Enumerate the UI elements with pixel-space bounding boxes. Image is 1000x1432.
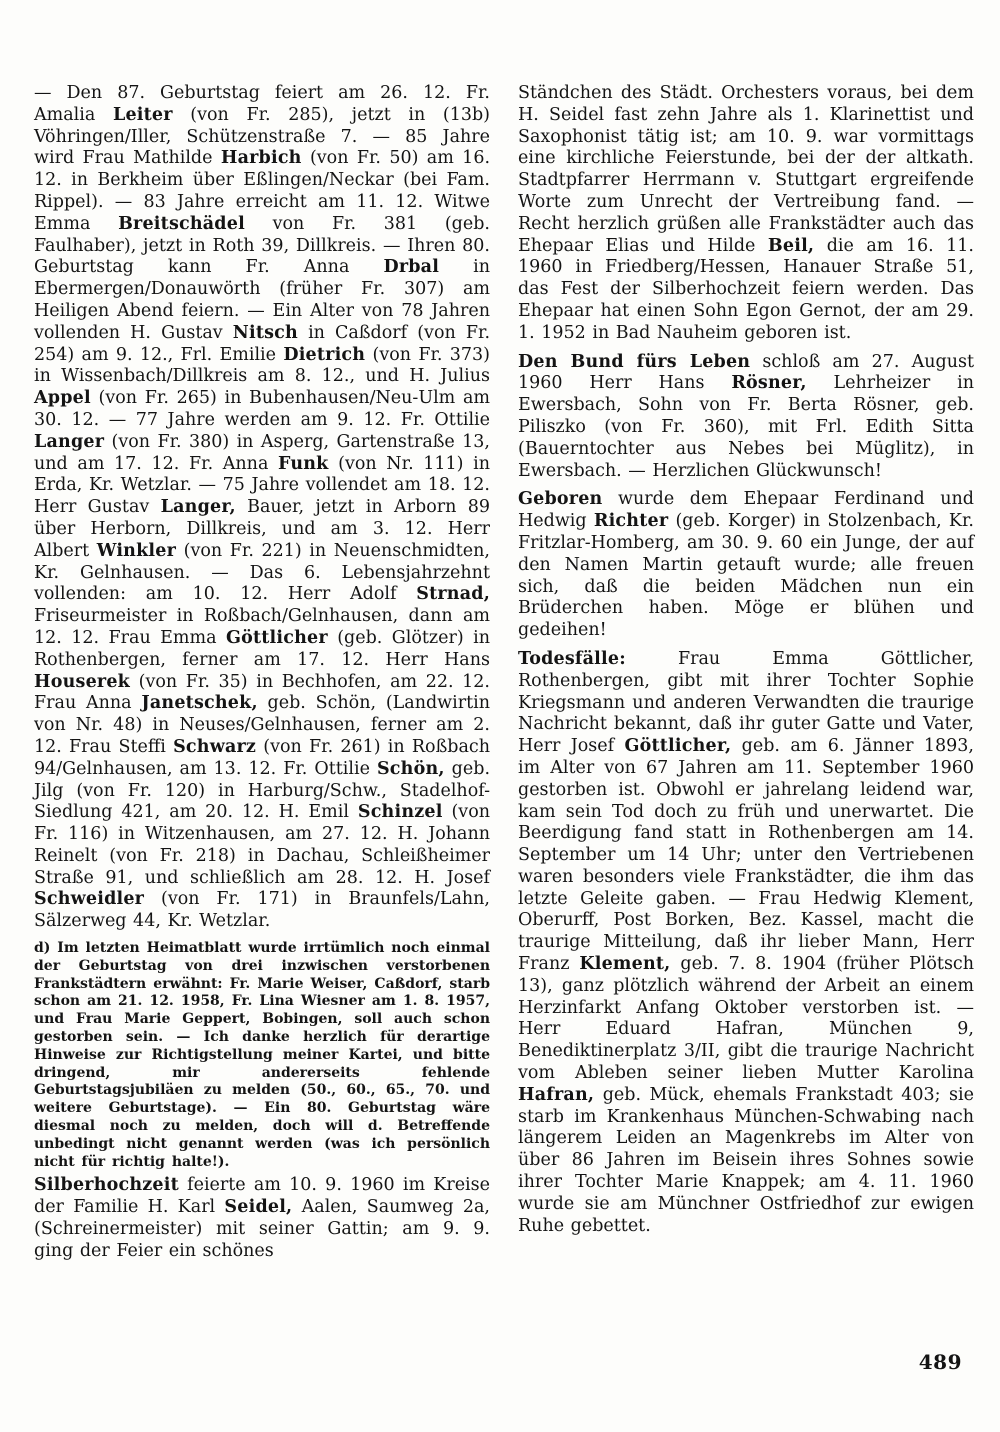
bold-text: Klement, — [579, 954, 671, 975]
bold-text: Schinzel — [357, 802, 443, 823]
bold-text: Houserek — [34, 671, 130, 692]
bold-text: Winkler — [96, 540, 177, 561]
bold-text: Dietrich — [283, 344, 366, 365]
bold-text: Langer, — [160, 497, 236, 518]
paragraph: Ständchen des Städt. Orchesters voraus, bei dem H. Seidel fast zehn Jahre als 1. Klarinettist und Saxophonist tätig ist; am 10. 9. war vormittags eine kirchliche Feierstunde, bei der der altkath. Stadtpfarrer Herrmann v. Stuttgart ergreifende Worte zum Unrecht der Vertreibung fand. — Recht herzlich grüßen alle Frankstädter auch das Ehepaar Elias und Hilde Beil, die am 16. 11. 1960 in Friedberg/Hessen, Hanauer Straße 51, das Fest der Silberhochzeit feiern werden. Das Ehepaar hat einen Sohn Egon Gernot, der am 29. 1. 1952 in Bad Nauheim geboren ist. — [518, 83, 974, 343]
bold-text: Todesfälle: — [518, 648, 626, 669]
bold-text: Rösner, — [731, 373, 807, 394]
bold-text: Nitsch — [232, 322, 298, 343]
bold-text: Leiter — [112, 104, 173, 125]
bold-text: Schön, — [376, 758, 445, 779]
bold-text: Seidel, — [224, 1197, 293, 1218]
bold-text: Geboren — [518, 489, 603, 510]
bold-text: Drbal — [383, 257, 440, 278]
bold-text: Breitschädel — [118, 213, 245, 234]
paragraph: Silberhochzeit feierte am 10. 9. 1960 im Kreise der Familie H. Karl Seidel, Aalen, Saumweg 2a, (Schreinermeister) mit seiner Gattin; am 9. 9. ging der Feier ein schönes — [34, 1175, 490, 1261]
editor-note-paragraph: d) Im letzten Heimatblatt wurde irrtümlich noch einmal der Geburtstag von drei inzwischen verstorbenen Frankstädtern erwähnt: Fr. Marie Weiser, Caßdorf, starb schon am 21. 12. 1958, Fr. Lina Wiesner am 1. 8. 1957, und Frau Marie Geppert, Bobingen, soll auch schon gestorben sein. — Ich danke herzlich für derartige Hinweise zur Richtigstellung meiner Kartei, und bitte dringend, mir andererseits fehlende Geburtstagsjubiläen zu melden (50., 60., 65., 70. und weitere Geburtstage). — Ein 80. Geburtstag wäre diesmal noch zu melden, doch will d. Betreffende unbedingt nicht genannt werden (was ich persönlich nicht für richtig halte!). — [34, 940, 491, 1170]
paragraph: Todesfälle: Frau Emma Göttlicher, Rothenbergen, gibt mit ihrer Tochter Sophie Kriegsmann und anderen Verwandten die traurige Nachricht bekannt, daß ihr guter Gatte und Vater, Herr Josef Göttlicher, geb. am 6. Jänner 1893, im Alter von 67 Jahren am 11. September 1960 gestorben ist. Obwohl er jahrelang leidend war, kam sein Tod doch zu früh und unerwartet. Die Beerdigung fand statt in Rothenbergen am 14. September um 14 Uhr; unter den Vertriebenen waren besonders viele Frankstädter, die ihm das letzte Geleite gaben. — Frau Hedwig Klement, Oberurff, Post Borken, Bez. Kassel, macht die traurige Mitteilung, daß ihr lieber Mann, Herr Franz Klement, geb. 7. 8. 1904 (früher Plötsch 13), ganz plötzlich während der Arbeit an einem Herzinfarkt Anfang Oktober verstorben ist. — Herr Eduard Hafran, München 9, Benediktinerplatz 3/II, gibt die traurige Nachricht vom Ableben seiner lieben Mutter Karolina Hafran, geb. Mück, ehemals Frankstadt 403; sie starb im Krankenhaus München-Schwabing nach längerem Leiden an Magenkrebs im Alter von über 86 Jahren im Beisein ihres Sohnes sowie ihrer Tochter Marie Knappek; am 4. 11. 1960 wurde sie am Münchner Ostfriedhof zur ewigen Ruhe gebettet. — [518, 648, 974, 1236]
bold-text: Göttlicher — [225, 627, 328, 648]
bold-text: Strnad, — [416, 584, 490, 605]
paragraph: Den Bund fürs Leben schloß am 27. August 1960 Herr Hans Rösner, Lehrheizer in Ewersbach, Sohn von Fr. Berta Rösner, geb. Piliszko (von Fr. 360), mit Frl. Edith Sitta (Bauerntochter aus Nebes bei Müglitz), in Ewersbach. — Herzlichen Glückwunsch! — [518, 351, 974, 481]
right-column — [518, 83, 974, 1270]
bold-text: Beil, — [767, 235, 815, 256]
bold-text: Schwarz — [173, 736, 257, 757]
bold-text: Hafran, — [518, 1084, 595, 1105]
left-column — [34, 83, 490, 1270]
bold-text: Funk — [278, 453, 329, 474]
bold-text: Langer — [34, 431, 105, 452]
bold-text: Appel — [34, 388, 91, 409]
bold-text: Schweidler — [34, 889, 145, 910]
bold-text: Richter — [593, 511, 669, 532]
bold-text: Harbich — [220, 148, 302, 169]
bold-text: Den Bund fürs Leben — [518, 351, 751, 372]
bold-text: Janetschek, — [141, 693, 258, 714]
paragraph: Geboren wurde dem Ehepaar Ferdinand und Hedwig Richter (geb. Korger) in Stolzenbach, Kr. Fritzlar-Homberg, am 30. 9. 60 ein Junge, der auf den Namen Martin getauft wurde; alle freuen sich, daß die beiden Mädchen nun ein Brüderchen haben. Möge er blühen und gedeihen! — [518, 489, 974, 641]
page-number: 489 — [918, 1350, 962, 1374]
paragraph: — Den 87. Geburtstag feiert am 26. 12. Fr. Amalia Leiter (von Fr. 285), jetzt in (13b) Vöhringen/Iller, Schützenstraße 7. — 85 Jahre wird Frau Mathilde Harbich (von Fr. 50) am 16. 12. in Berkheim über Eßlingen/Neckar (bei Fam. Rippel). — 83 Jahre erreicht am 11. 12. Witwe Emma Breitschädel von Fr. 381 (geb. Faulhaber), jetzt in Roth 39, Dillkreis. — Ihren 80. Geburtstag kann Fr. Anna Drbal in Ebermergen/Donauwörth (früher Fr. 307) am Heiligen Abend feiern. — Ein Alter von 78 Jahren vollenden H. Gustav Nitsch in Caßdorf (von Fr. 254) am 9. 12., Frl. Emilie Dietrich (von Fr. 373) in Wissenbach/Dillkreis am 8. 12., und H. Julius Appel (von Fr. 265) in Bubenhausen/Neu-Ulm am 30. 12. — 77 Jahre werden am 9. 12. Fr. Ottilie Langer (von Fr. 380) in Asperg, Gartenstraße 13, und am 17. 12. Fr. Anna Funk (von Nr. 111) in Erda, Kr. Wetzlar. — 75 Jahre vollendet am 18. 12. Herr Gustav Langer, Bauer, jetzt in Arborn 89 über Herborn, Dillkreis, und am 3. 12. Herr Albert Winkler (von Fr. 221) in Neuenschmidten, Kr. Gelnhausen. — Das 6. Lebensjahrzehnt vollenden: am 10. 12. Herr Adolf Strnad, Friseurmeister in Roßbach/Gelnhausen, dann am 12. 12. Frau Emma Göttlicher (geb. Glötzer) in Rothenbergen, ferner am 17. 12. Herr Hans Houserek (von Fr. 35) in Bechhofen, am 22. 12. Frau Anna Janetschek, geb. Schön, (Landwirtin von Nr. 48) in Neuses/Gelnhausen, ferner am 2. 12. Frau Steffi Schwarz (von Fr. 261) in Roßbach 94/Gelnhausen, am 13. 12. Fr. Ottilie Schön, geb. Jilg (von Fr. 120) in Harburg/Schw., Stadelhof-Siedlung 421, am 20. 12. H. Emil Schinzel (von Fr. 116) in Witzenhausen, am 27. 12. H. Johann Reinelt (von Fr. 218) in Dachau, Schleißheimer Straße 91, und schließlich am 28. 12. H. Josef Schweidler (von Fr. 171) in Braunfels/Lahn, Sälzerweg 44, Kr. Wetzlar. — [34, 83, 491, 932]
bold-text: Göttlicher, — [624, 736, 732, 757]
bold-text: Silberhochzeit — [34, 1175, 179, 1196]
